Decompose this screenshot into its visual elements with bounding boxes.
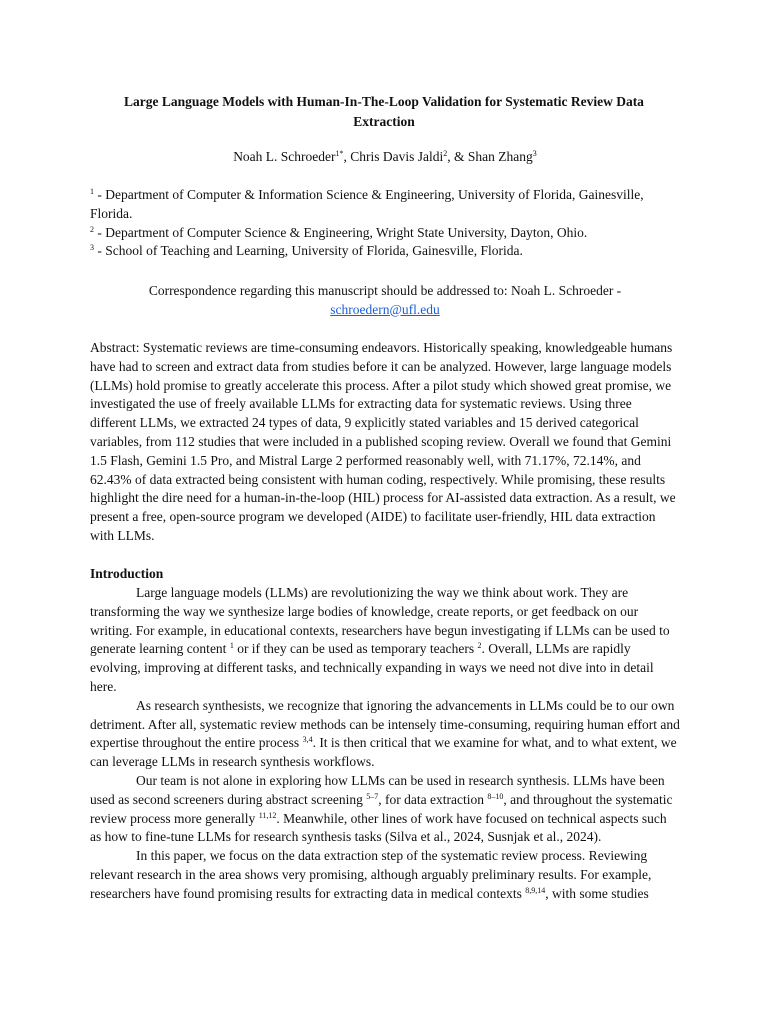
correspondence-email-link[interactable]: schroedern@ufl.edu: [330, 301, 440, 317]
body-paragraph: Large language models (LLMs) are revolutionizing the way we think about work. They are transforming the way we synthesize large bodies of knowledge, create reports, or get feedback on our writing. For example, in educational contexts, researchers have begun investigating if LLMs can be used to generate learning content $^1$ or if they can be used as temporary teachers $^2$. Overall, LLMs are rapidly evolving, improving at different tasks, and technically expanding in ways we need not dive into in detail here.: [90, 585, 670, 694]
correspondence: [90, 282, 680, 320]
citation-superscript: 11,12: [258, 810, 277, 820]
author: Chris Davis Jaldi$^2$, &: [350, 149, 468, 164]
abstract: Abstract: Systematic reviews are time-consuming endeavors. Historically speaking, knowledgeable humans have had to screen and extract data from studies before it can be analyzed. However, large language models (LLMs) hold promise to greatly accelerate this process. After a pilot study which showed great promise, we investigated the use of freely available LLMs for extracting data for systematic reviews. Using three different LLMs, we extracted 24 types of data, 9 explicitly stated variables and 15 derived categorical variables, from 112 studies that were included in a published scoping review. Overall we found that Gemini 1.5 Flash, Gemini 1.5 Pro, and Mistral Large 2 performed reasonably well, with 71.17%, 72.14%, and 62.43% of data extracted being consistent with human coding, respectively. While promising, these results highlight the dire need for a human-in-the-loop (HIL) process for AI-assisted data extraction. As a result, we present a free, open-source program we developed (AIDE) to facilitate user-friendly, HIL data extraction with LLMs.: [90, 340, 676, 543]
body-paragraph: Our team is not alone in exploring how LLMs can be used in research synthesis. LLMs have been used as second screeners during abstract screening $^{5-7}$, for data extraction $^{8-10}$, and throughout the systematic review process more generally $^{11,12}$. Meanwhile, other lines of work have focused on technical aspects such as how to fine-tune LLMs for research synthesis tasks (Silva et al., 2024, Susnjak et al., 2024).: [90, 772, 673, 845]
author-list: [90, 148, 680, 166]
paper-title: Large Language Models with Human-In-The-Loop Validation for Systematic Review Data Extraction: [124, 94, 644, 129]
author: Shan Zhang$^3$: [467, 149, 537, 164]
citation-superscript: 2: [477, 641, 482, 651]
citation-superscript: 3,4: [302, 735, 313, 745]
introduction-body: [90, 584, 680, 904]
body-paragraph: In this paper, we focus on the data extraction step of the systematic review process. Reviewing relevant research in the area shows very promising, although arguably preliminary results. For example, researchers have found promising results for extracting data in medical contexts $^{8,9,14}$, with some studies: [90, 848, 652, 901]
citation-superscript: 8–10: [487, 791, 504, 801]
section-heading-introduction: Introduction: [90, 566, 164, 581]
body-paragraph: As research synthesists, we recognize that ignoring the advancements in LLMs could be to our own detriment. After all, systematic review methods can be intensely time-consuming, requiring human effort and expertise throughout the entire process $^{3,4}$. It is then critical that we examine for what, and to what extent, we can leverage LLMs in research synthesis workflows.: [90, 697, 680, 770]
citation-superscript: 5–7: [366, 791, 379, 801]
affiliation: $^1$ - Department of Computer & Information Science & Engineering, University of Florida, Gainesville, Florida.: [90, 187, 644, 221]
affiliation: $^2$ - Department of Computer Science & Engineering, Wright State University, Dayton, Ohio.: [90, 224, 588, 240]
author: Noah L. Schroeder$^{1*}$,: [233, 149, 351, 164]
citation-superscript: 8,9,14: [525, 885, 546, 895]
correspondence-text: Correspondence regarding this manuscript should be addressed to: Noah L. Schroeder -: [148, 283, 622, 298]
affiliations: [90, 186, 680, 261]
affiliation: $^3$ - School of Teaching and Learning, University of Florida, Gainesville, Florida.: [90, 243, 523, 259]
citation-superscript: 1: [229, 641, 234, 651]
